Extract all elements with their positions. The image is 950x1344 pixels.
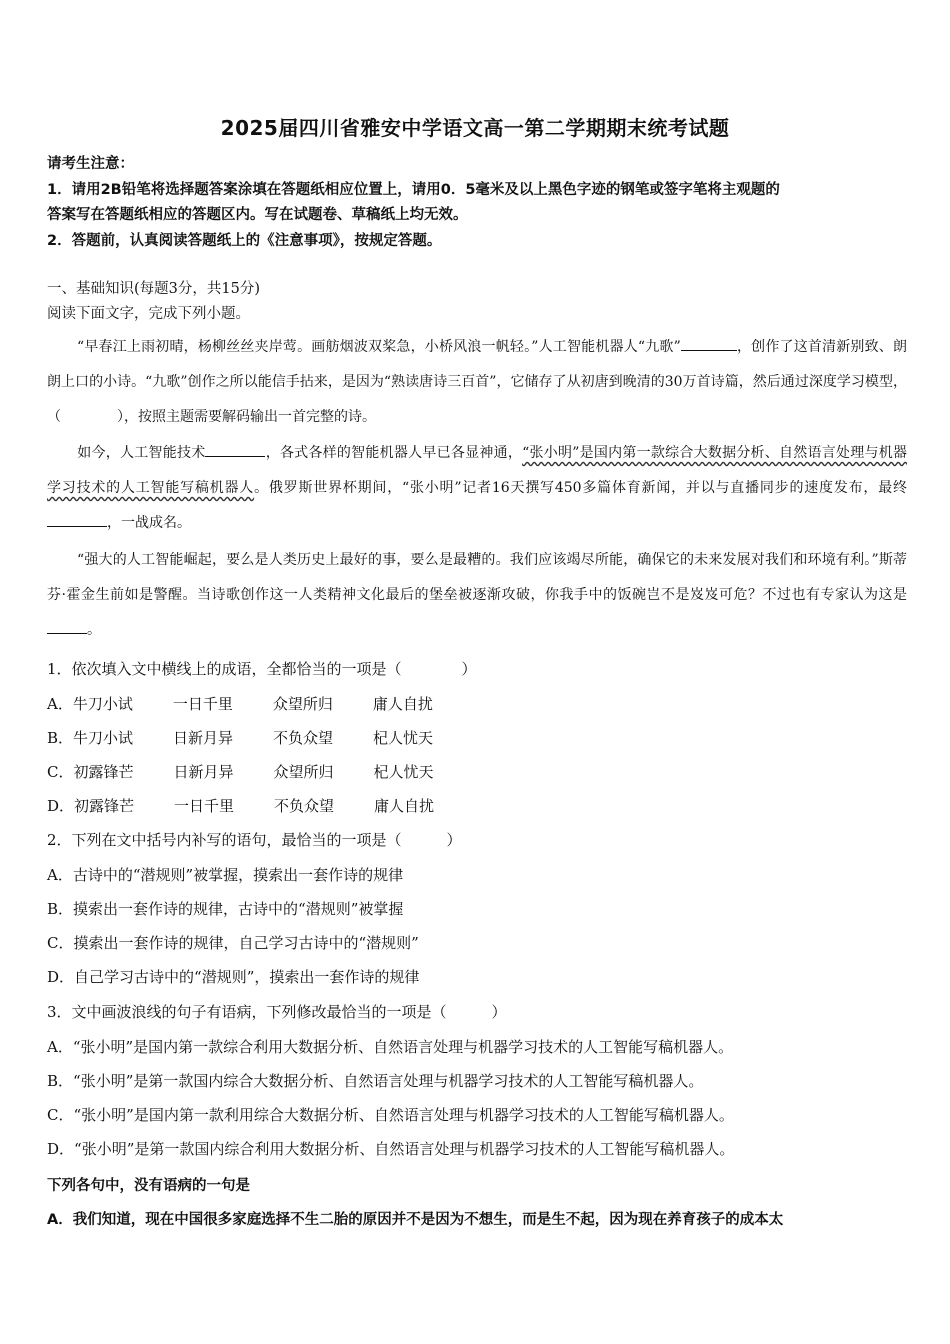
question-3-option-d: D．“张小明”是第一款国内综合利用大数据分析、自然语言处理与机器学习技术的人工智能写稿机器人。: [47, 1140, 735, 1158]
question-2-option-c: C．摸索出一套作诗的规律，自己学习古诗中的“潜规则”: [47, 934, 419, 952]
question-4-option-a: A．我们知道，现在中国很多家庭选择不生二胎的原因并不是因为不想生，而是生不起，因为现在养育孩子的成本太: [47, 1212, 784, 1228]
notice-line-1a: 1．请用2B铅笔将选择题答案涂填在答题纸相应位置上，请用0．5毫米及以上黑色字迹的钢笔或签字笔将主观题的: [47, 182, 780, 198]
fill-blank-2: [205, 442, 265, 457]
question-4-stem: 下列各句中，没有语病的一句是: [47, 1178, 250, 1194]
question-2-option-b: B．摸索出一套作诗的规律，古诗中的“潜规则”被掌握: [47, 900, 404, 918]
question-1-stem: 1．依次填入文中横线上的成语，全都恰当的一项是（ ）: [47, 660, 477, 678]
fill-blank-4: [47, 619, 87, 634]
reading-instruction: 阅读下面文字，完成下列小题。: [47, 306, 250, 322]
option-item: 初露锋芒: [74, 797, 135, 815]
option-item: 不负众望: [274, 797, 335, 815]
option-item: 不负众望: [273, 729, 334, 747]
option-label: C．: [47, 763, 74, 781]
option-item: 牛刀小试: [73, 729, 134, 747]
section-heading: 一、基础知识(每题3分，共15分): [47, 281, 260, 297]
option-item: 日新月异: [173, 763, 234, 781]
question-1-option-c: [47, 761, 434, 782]
option-item: 一日千里: [172, 695, 233, 713]
option-label: B．: [47, 729, 74, 747]
fill-blank-1: [681, 336, 737, 351]
p3-text-a: “强大的人工智能崛起，要么是人类历史上最好的事，要么是最糟的。我们应该竭尽所能，确保它的未来发展对我们和环境有利。”斯蒂芬·霍金生前如是警醒。当诗歌创作这一人类精神文化最后的堡垒被逐渐攻破，你我手中的饭碗岂不是岌岌可危？不过也有专家认为这是: [47, 552, 907, 603]
wavy-underlined-sentence: “张小明”是国内第一款综合大数据分析、自然语言处理与机器学习技术的人工智能写稿机器人: [47, 445, 907, 496]
p1-text-c: ），按照主题需要解码输出一首完整的诗。: [117, 409, 376, 425]
passage-paragraph-3: [47, 543, 907, 648]
option-item: 杞人忧天: [373, 763, 434, 781]
question-3-option-c: C．“张小明”是国内第一款利用综合大数据分析、自然语言处理与机器学习技术的人工智能写稿机器人。: [47, 1106, 734, 1124]
question-1-option-d: [47, 795, 434, 816]
notice-line-2: 2．答题前，认真阅读答题纸上的《注意事项》，按规定答题。: [47, 233, 442, 249]
question-3-option-a: A．“张小明”是国内第一款综合利用大数据分析、自然语言处理与机器学习技术的人工智能写稿机器人。: [47, 1038, 734, 1056]
passage-paragraph-2: [47, 436, 907, 541]
option-item: 日新月异: [173, 729, 234, 747]
question-2-option-a: A．古诗中的“潜规则”被掌握，摸索出一套作诗的规律: [47, 866, 404, 884]
option-item: 杞人忧天: [373, 729, 434, 747]
option-item: 牛刀小试: [72, 695, 133, 713]
notice-heading: 请考生注意：: [47, 156, 134, 172]
notice-line-1b: 答案写在答题纸相应的答题区内。写在试题卷、草稿纸上均无效。: [47, 207, 468, 223]
p2-text-a: 如今，人工智能技术: [77, 445, 206, 461]
p1-text-b: ，创作了这首清新别致、朗朗上口的小诗。“九歌”创作之所以能信手拈来，是因为“熟读唐诗三百首”，它储存了从初唐到晚清的30万首诗篇，然后通过深度学习模型，（: [47, 339, 907, 425]
option-label: A．: [47, 695, 73, 713]
fill-blank-3: [47, 512, 107, 527]
question-2-option-d: D．自己学习古诗中的“潜规则”，摸索出一套作诗的规律: [47, 968, 420, 986]
p1-text-a: “早春江上雨初晴，杨柳丝丝夹岸莺。画舫烟波双桨急，小桥风浪一帆轻。”人工智能机器人“九歌”: [77, 339, 681, 355]
question-2-stem: 2．下列在文中括号内补写的语句，最恰当的一项是（ ）: [47, 831, 462, 849]
option-label: D．: [47, 797, 75, 815]
page-title: 2025届四川省雅安中学语文高一第二学期期末统考试题: [220, 116, 730, 140]
option-item: 众望所归: [273, 763, 334, 781]
option-item: 一日千里: [174, 797, 235, 815]
question-3-option-b: B．“张小明”是第一款国内综合大数据分析、自然语言处理与机器学习技术的人工智能写稿机器人。: [47, 1072, 704, 1090]
passage-paragraph-1: [47, 330, 907, 435]
p2-text-d: ，一战成名。: [107, 515, 191, 531]
option-item: 庸人自扰: [374, 797, 435, 815]
question-1-option-a: [47, 693, 433, 714]
p2-text-b: ，各式各样的智能机器人早已各显神通，: [265, 445, 523, 461]
option-item: 庸人自扰: [372, 695, 433, 713]
option-item: 众望所归: [272, 695, 333, 713]
p3-text-b: 。: [87, 622, 101, 638]
question-3-stem: 3．文中画波浪线的句子有语病，下列修改最恰当的一项是（ ）: [47, 1003, 507, 1021]
option-item: 初露锋芒: [73, 763, 134, 781]
question-1-option-b: [47, 727, 433, 748]
p2-text-c: 。俄罗斯世界杯期间，“张小明”记者16天撰写450多篇体育新闻，并以与直播同步的速度发布，最终: [254, 480, 907, 496]
